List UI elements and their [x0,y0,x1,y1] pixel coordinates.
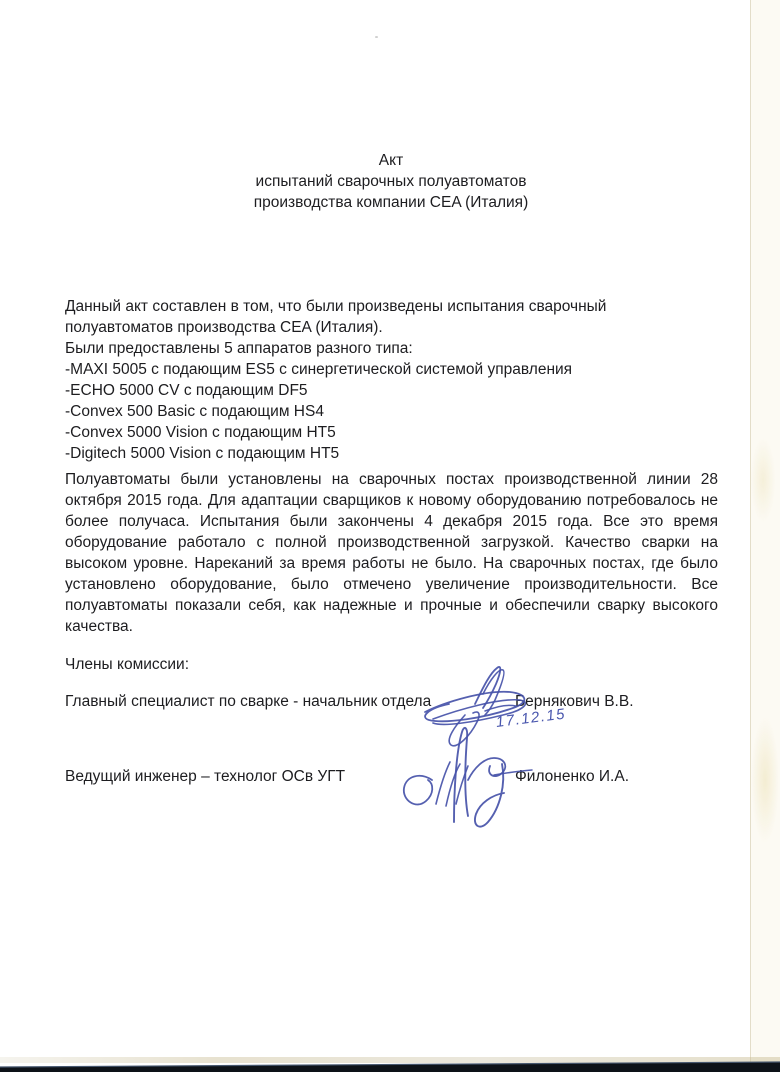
intro-line: полуавтоматов производства CEA (Италия). [65,319,383,336]
body-line: оборудование работало с полной производственной загрузкой. Качество сварки на [65,534,718,551]
document-title [65,150,717,213]
equipment-item: -Convex 5000 Vision с подающим HT5 [65,424,336,441]
title-line-3: производства компании CEA (Италия) [253,194,529,211]
body-line: качества. [65,618,133,635]
results-paragraph [65,469,718,637]
title-line-2: испытаний сварочных полуавтоматов [255,173,527,190]
equipment-item: -Digitech 5000 Vision с подающим HT5 [65,445,340,462]
member1-name: Бернякович В.В. [515,693,634,710]
title-line-1: Акт [378,152,404,169]
member2-role: Ведущий инженер – технолог ОСв УГТ [65,768,346,785]
body-line: Полуавтоматы были установлены на сварочных постах производственной линии 28 [65,471,718,488]
scan-speck [308,408,311,410]
handwritten-date: 17.12.15 [494,705,567,731]
intro-line: Данный акт составлен в том, что были произведены испытания сварочный [65,298,607,315]
body-line: полуавтоматы показали себя, как надежные и прочные и обеспечили сварку высокого [65,597,718,614]
body-line: высоком уровне. Нареканий за время работы не было. На сварочных постах, где было [65,555,718,572]
scan-speck [375,36,378,38]
equipment-item: -MAXI 5005 с подающим ES5 с синергетической системой управления [65,361,573,378]
member1-role: Главный специалист по сварке - начальник отдела [65,693,432,710]
intro-paragraph [65,296,730,464]
member2-name: Филоненко И.А. [515,768,629,785]
body-line: октября 2015 года. Для адаптации сварщиков к новому оборудованию потребовалось не [65,492,718,509]
equipment-item: -ECHO 5000 CV с подающим DF5 [65,382,308,399]
intro-line: Были предоставлены 5 аппаратов разного типа: [65,340,413,357]
commission-heading: Члены комиссии: [65,656,190,673]
body-line: установлено оборудование, было отмечено увеличение производительности. Все [65,576,718,593]
body-line: более получаса. Испытания были закончены 4 декабря 2015 года. Все это время [65,513,718,530]
scan-bottom-band [0,1058,780,1072]
signature-2-ink [394,722,534,834]
equipment-item: -Convex 500 Basic с подающим HS4 [65,403,324,420]
scan-right-edge [750,0,780,1072]
